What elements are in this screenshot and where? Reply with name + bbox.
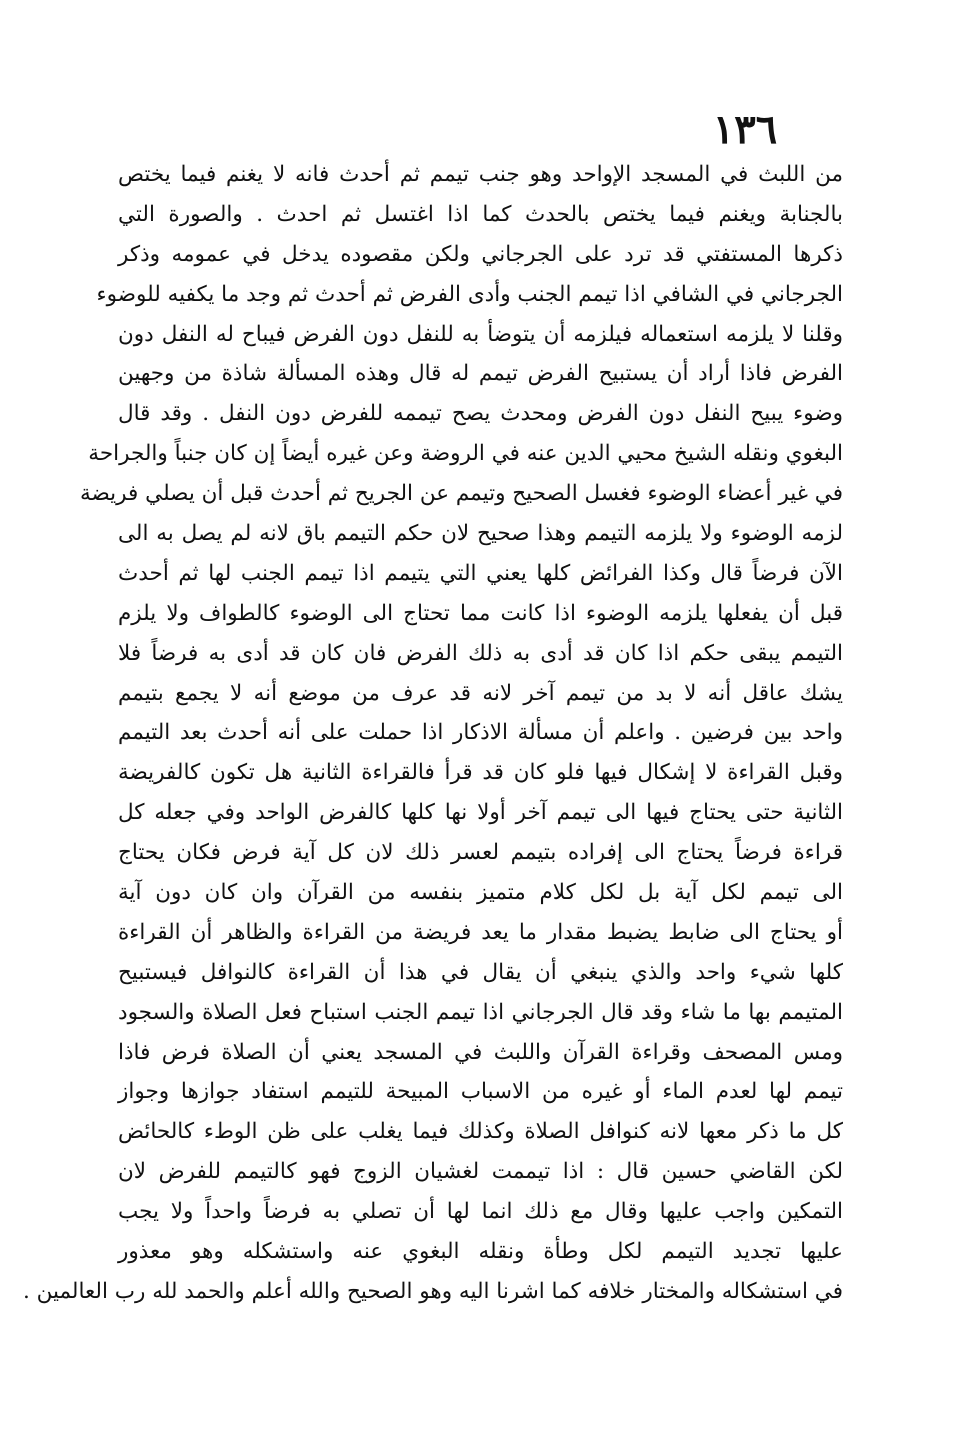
text-line: كلها شيء واحد والذي ينبغي أن يقال في هذا أن القراءة كالنوافل فيستبيح [118, 959, 843, 985]
page-number: ١٣٦ [712, 106, 778, 153]
text-line: وقلنا لا يلزمه استعماله فيلزمه أن يتوضأ به للنفل دون الفرض فيباح له النفل دون [118, 321, 843, 347]
text-line: ذكرها المستفتي قد ترد على الجرجاني ولكن مقصوده يدخل في عمومه وذكر [118, 241, 843, 267]
text-line: التيمم يبقى حكم اذا كان قد أدى به ذلك الفرض فان كان قد أدى به فرضاً فلا [118, 640, 843, 666]
text-line: الثانية حتى يحتاج فيها الى تيمم آخر أولا نها كلها كالفرض الواحد وفي جعله كل [118, 800, 843, 826]
body-text [22, 155, 843, 1312]
text-line: ومس المصحف وقراءة القرآن واللبث في المسجد يعني أن الصلاة فرض فاذا [118, 1039, 843, 1065]
text-line: الآن فرضاً قال وكذا الفرائض كلها يعني التي يتيمم اذا تيمم الجنب لها ثم أحدث [118, 560, 843, 586]
text-line: وقبل القراءة لا إشكال فيها فلو كان قد قرأ فالقراءة الثانية هل تكون كالفريضة [118, 760, 843, 786]
text-line: في استشكاله والمختار خلافه كما اشرنا اليه وهو الصحيح والله أعلم والحمد لله رب العالمين . [22, 1278, 843, 1304]
text-line: المتيمم بها ما شاء وقد قال الجرجاني اذا تيمم الجنب استباح فعل الصلاة والسجود [118, 999, 843, 1025]
text-line: وضوء يبيح النفل دون الفرض ومحدث يصح تيممه للفرض دون النفل . وقد قال [118, 401, 843, 427]
text-line: كل ما ذكر معها لانه كنوافل الصلاة وكذلك فيما يغلب على ظن الوطء كالحائض [118, 1119, 843, 1145]
text-line: بالجنابة ويغنم فيما يختص بالحدث كما اذا اغتسل ثم احدث . والصورة التي [118, 201, 843, 227]
text-line: لكن القاضي حسين قال : اذا تيممت لغشيان الزوج فهو كالتيمم للفرض لان [118, 1159, 843, 1185]
text-line: قراءة فرضاً يحتاج الى إفراده بتيمم لعسر ذلك لان كل آية فرض فكان يحتاج [118, 840, 843, 866]
text-line: من اللبث في المسجد الإواحد وهو جنب تيمم ثم أحدث فانه لا يغنم فيما يختص [118, 162, 843, 187]
text-line: تيمم لها لعدم الماء أو غيره من الاسباب المبيحة للتيمم استفاد جوازها وجواز [118, 1079, 843, 1105]
text-line: لزمه الوضوء ولا يلزمه التيمم وهذا صحيح لان حكم التيمم باق لانه لم يصل به الى [118, 521, 843, 547]
text-line: عليها تجديد التيمم لكل وطأة ونقله البغوي عنه واستشكله وهو معذور [118, 1239, 843, 1265]
text-line: يشك عاقل أنه لا بد من تيمم آخر لانه قد عرف من موضع أنه لا يجمع بتيمم [118, 680, 843, 706]
text-line: الى تيمم لكل آية بل لكل كلام متميز بنفسه من القرآن وان كان دون آية [118, 880, 843, 906]
text-line: واحد بين فرضين . واعلم أن مسألة الاذكار اذا حملت على أنه أحدث بعد التيمم [118, 720, 843, 746]
text-line: البغوي ونقله الشيخ محيي الدين عنه في الروضة وعن غيره أيضاً إن كان جنباً والجراحة [88, 441, 843, 467]
text-line: الجرجاني في الشافي اذا تيمم الجنب وأدى الفرض ثم أحدث ثم وجد ما يكفيه للوضوء [96, 281, 843, 307]
text-line: في غير أعضاء الوضوء فغسل الصحيح وتيمم عن الجريح ثم أحدث قبل أن يصلي فريضة [80, 481, 843, 507]
text-line: التمكين واجب عليها وقال مع ذلك انما لها أن تصلي به فرضاً واحداً ولا يجب [118, 1199, 843, 1225]
text-line: أو يحتاج الى ضابط يضبط مقدار ما يعد فريضة من القراءة والظاهر أن القراءة [118, 919, 843, 945]
text-line: قبل أن يفعلها يلزمه الوضوء اذا كانت مما تحتاج الى الوضوء كالطواف ولا يلزم [118, 600, 843, 626]
text-line: الفرض فاذا أراد أن يستبيح الفرض تيمم له قال وهذه المسألة شاذة من وجهين [118, 361, 843, 387]
